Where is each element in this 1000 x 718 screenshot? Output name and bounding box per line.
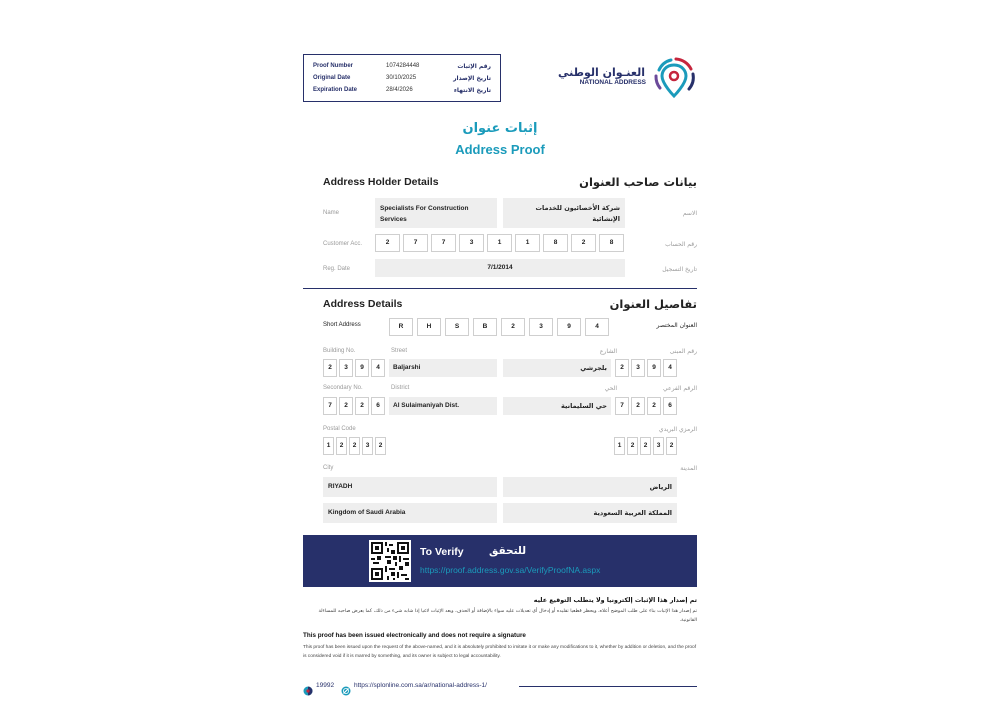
short-address-chars — [389, 318, 611, 336]
page-title-arabic: إثبات عنوان — [462, 121, 538, 136]
footer-notice-arabic-text: تم إصدار هذا الإثبات بناء على طلب الموضح أعلاه، ويحظر قطعيا تقليده أو إدخال أي تعديلات عليه سواء بالإضافة أو الحذف، ويعد الإثبات لاغيا إذا شابه شيء من ذلك، كما يعرض صاحبه للمساءلة القانونية. — [318, 609, 697, 623]
secondary-digit: 7 — [323, 397, 337, 415]
acc-digit: 8 — [599, 234, 624, 252]
original-date-row — [304, 75, 500, 86]
short-address-label-arabic: العنوان المختصر — [656, 322, 697, 329]
expiration-date-value: 28/4/2026 — [386, 87, 413, 93]
postal-digit-arabic-side: 2 — [627, 437, 638, 455]
acc-digit: 2 — [375, 234, 400, 252]
building-digit: 3 — [339, 359, 353, 377]
expiration-date-label-ar: تاريخ الانتهاء — [453, 87, 491, 94]
short-address-char: B — [473, 318, 497, 336]
short-address-char: 9 — [557, 318, 581, 336]
address-heading: Address Details — [323, 298, 403, 310]
holder-heading: Address Holder Details — [323, 176, 439, 188]
postal-digit-arabic-side: 1 — [614, 437, 625, 455]
building-no-label-arabic: رقم المبنى — [669, 348, 697, 355]
verify-banner — [303, 535, 697, 587]
postal-code-label: Postal Code — [323, 426, 356, 432]
original-date-label-ar: تاريخ الإصدار — [453, 75, 491, 82]
proof-info-box — [303, 54, 501, 102]
postal-code-label-arabic: الرمزي البريدي — [658, 426, 697, 433]
building-digit-arabic-side: 4 — [663, 359, 677, 377]
contact-website-link[interactable]: https://splonline.com.sa/ar/national-address-1/ — [354, 682, 487, 689]
secondary-digit-arabic-side: 2 — [647, 397, 661, 415]
acc-digit: 7 — [431, 234, 456, 252]
postal-digit: 1 — [323, 437, 334, 455]
original-date-label: Original Date — [313, 75, 351, 81]
customer-acc-label-arabic: رقم الحساب — [665, 241, 697, 248]
short-address-label: Short Address — [323, 322, 361, 328]
proof-number-label: Proof Number — [313, 63, 354, 69]
short-address-char: S — [445, 318, 469, 336]
acc-digit: 8 — [543, 234, 568, 252]
address-heading-arabic: تفاصيل العنوان — [609, 297, 697, 311]
phone-globe-icon — [303, 681, 313, 691]
customer-acc-digits — [375, 234, 625, 252]
reg-date-label-arabic: تاريخ التسجيل — [662, 266, 697, 273]
postal-digit: 3 — [362, 437, 373, 455]
acc-digit: 2 — [571, 234, 596, 252]
secondary-no-label-arabic: الرقم الفرعي — [663, 385, 697, 392]
short-address-char: 2 — [501, 318, 525, 336]
logo-text-arabic: العنـوان الوطني — [557, 66, 645, 79]
footer-notice-arabic-heading: تم إصدار هذا الإثبات إلكترونيا ولا يتطلب التوقيع عليه — [533, 597, 697, 604]
verify-label-arabic: للتحقق — [489, 545, 527, 557]
verify-url-link[interactable]: https://proof.address.gov.sa/VerifyProofNA.aspx — [420, 565, 601, 575]
address-proof-document — [303, 48, 697, 708]
city-label: City — [323, 465, 334, 471]
holder-heading-arabic: بيانات صاحب العنوان — [579, 175, 697, 189]
building-digit-arabic-side: 9 — [647, 359, 661, 377]
web-link-icon — [341, 681, 351, 691]
short-address-char: H — [417, 318, 441, 336]
name-english-value: Specialists For Construction Services — [380, 205, 469, 223]
district-label-arabic: الحي — [604, 385, 617, 392]
name-label-arabic: الاسم — [682, 210, 697, 217]
acc-digit: 1 — [515, 234, 540, 252]
expiration-date-row — [304, 87, 500, 98]
city-english-value: RIYADH — [323, 477, 497, 497]
name-label: Name — [323, 210, 340, 216]
reg-date-value: 7/1/2014 — [375, 259, 625, 277]
postal-digit: 2 — [375, 437, 386, 455]
street-english-value: Baljarshi — [389, 359, 497, 377]
building-digit: 9 — [355, 359, 369, 377]
postal-digit: 2 — [336, 437, 347, 455]
building-digit: 2 — [323, 359, 337, 377]
short-address-char: R — [389, 318, 413, 336]
secondary-digit: 2 — [339, 397, 353, 415]
name-english-box — [375, 198, 497, 228]
original-date-value: 30/10/2025 — [386, 75, 417, 81]
building-digit-arabic-side: 2 — [615, 359, 629, 377]
verify-label: To Verify — [420, 546, 464, 558]
expiration-date-label: Expiration Date — [313, 87, 358, 93]
district-arabic-value: حي السليمانية — [503, 397, 611, 415]
location-pin-logo-icon — [651, 56, 697, 102]
proof-number-row — [304, 63, 500, 74]
footer-notice-heading: This proof has been issued electronically and does not require a signature — [303, 632, 526, 639]
secondary-digit-arabic-side: 6 — [663, 397, 677, 415]
postal-digit-arabic-side: 2 — [666, 437, 677, 455]
city-label-arabic: المدينة — [680, 465, 697, 472]
secondary-digit: 2 — [355, 397, 369, 415]
contact-phone[interactable]: 19992 — [316, 682, 335, 689]
page-title-english: Address Proof — [455, 142, 545, 157]
secondary-digit-arabic-side: 7 — [615, 397, 629, 415]
footer-rule — [519, 686, 697, 687]
country-english-value: Kingdom of Saudi Arabia — [323, 503, 497, 523]
acc-digit: 3 — [459, 234, 484, 252]
short-address-char: 4 — [585, 318, 609, 336]
postal-digit-arabic-side: 3 — [653, 437, 664, 455]
name-arabic-box — [503, 198, 625, 228]
postal-digit: 2 — [349, 437, 360, 455]
acc-digit: 7 — [403, 234, 428, 252]
logo-text-english: NATIONAL ADDRESS — [579, 79, 646, 86]
city-arabic-value: الرياض — [503, 477, 677, 497]
district-label: District — [391, 385, 410, 391]
qr-code-icon[interactable] — [369, 540, 411, 582]
building-digit-arabic-side: 3 — [631, 359, 645, 377]
street-label-arabic: الشارع — [599, 348, 617, 355]
acc-digit: 1 — [487, 234, 512, 252]
district-english-value: Al Sulaimaniyah Dist. — [389, 397, 497, 415]
country-arabic-value: المملكة العربية السعودية — [503, 503, 677, 523]
secondary-digit-arabic-side: 2 — [631, 397, 645, 415]
proof-number-value: 1074284448 — [386, 63, 420, 69]
secondary-no-label: Secondary No. — [323, 385, 363, 391]
building-digit: 4 — [371, 359, 385, 377]
building-no-label: Building No. — [323, 348, 356, 354]
street-label: Street — [391, 348, 408, 354]
proof-number-label-ar: رقم الإثبات — [457, 63, 491, 70]
postal-digit-arabic-side: 2 — [640, 437, 651, 455]
street-arabic-value: بلجرشي — [503, 359, 611, 377]
name-arabic-value: شركة الأخصائيون للخدمات الإنشائية — [535, 204, 620, 223]
reg-date-label: Reg. Date — [323, 266, 351, 272]
customer-acc-label: Customer Acc. — [323, 241, 363, 247]
short-address-char: 3 — [529, 318, 553, 336]
secondary-digit: 6 — [371, 397, 385, 415]
section-divider — [303, 288, 697, 289]
footer-notice-text: This proof has been issued upon the request of the above-named, and it is absolutely prohibited to imitate it or make any modifications to it, whether by addition or deletion, and the proof is considered void if it is marred by something, and its owner is subject to legal accountability. — [303, 645, 697, 659]
